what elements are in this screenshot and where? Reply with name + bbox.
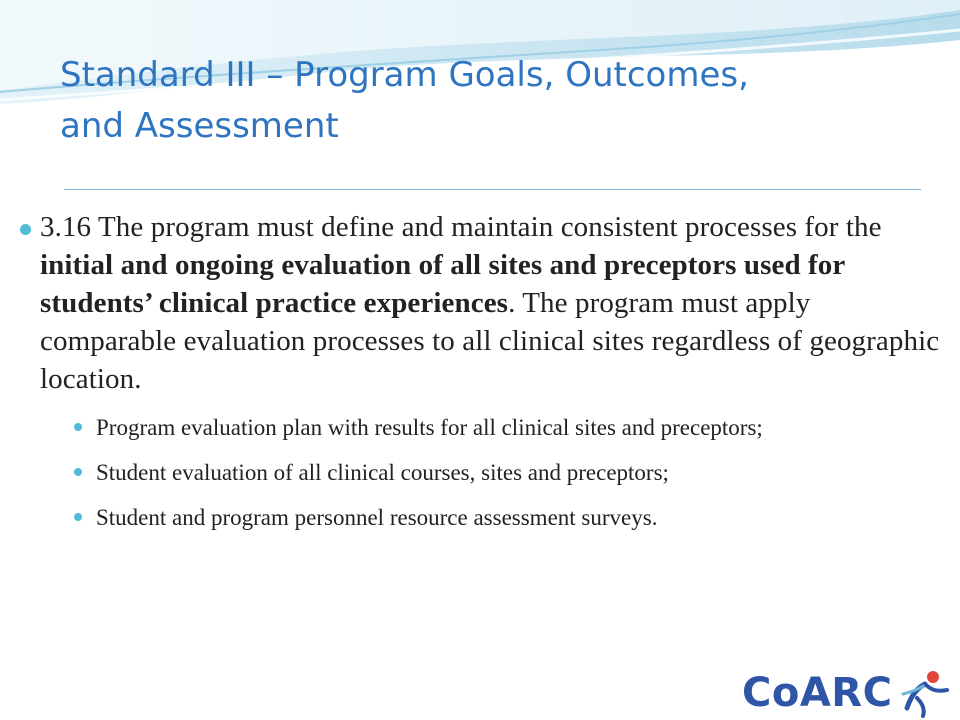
main-text-part-2: . The program must apply comparable evaluation processes to all clinical sites regardless of geographic location. [40, 287, 940, 395]
bullet-dot-icon [74, 423, 82, 431]
sub-bullet-item [74, 457, 950, 488]
sub-bullet-list [40, 412, 950, 533]
sub-bullet-text: Student and program personnel resource assessment surveys. [96, 505, 658, 530]
main-bullet-item [20, 208, 950, 533]
sub-bullet-text: Student evaluation of all clinical courses, sites and preceptors; [96, 460, 669, 485]
running-figure-icon [897, 668, 953, 718]
slide-title-line-1: Standard III – Program Goals, Outcomes, [60, 55, 749, 95]
slide-title [60, 50, 900, 152]
slide-title-line-2: and Assessment [60, 106, 339, 146]
slide-content [20, 208, 950, 547]
main-text-emphasis: initial and ongoing evaluation of all sites and preceptors used for students’ clinical practice experiences [40, 249, 845, 319]
logo-text: CoARC [742, 670, 893, 716]
standard-number: 3.16 [40, 211, 92, 243]
coarc-logo [742, 668, 954, 718]
title-divider [64, 189, 921, 190]
bullet-dot-icon [74, 468, 82, 476]
sub-bullet-item [74, 502, 950, 533]
sub-bullet-item [74, 412, 950, 443]
bullet-dot-icon [20, 224, 31, 235]
sub-bullet-text: Program evaluation plan with results for all clinical sites and preceptors; [96, 415, 763, 440]
main-bullet-text [40, 208, 950, 398]
main-text-part-1: The program must define and maintain consistent processes for the [97, 211, 882, 243]
bullet-dot-icon [74, 513, 82, 521]
